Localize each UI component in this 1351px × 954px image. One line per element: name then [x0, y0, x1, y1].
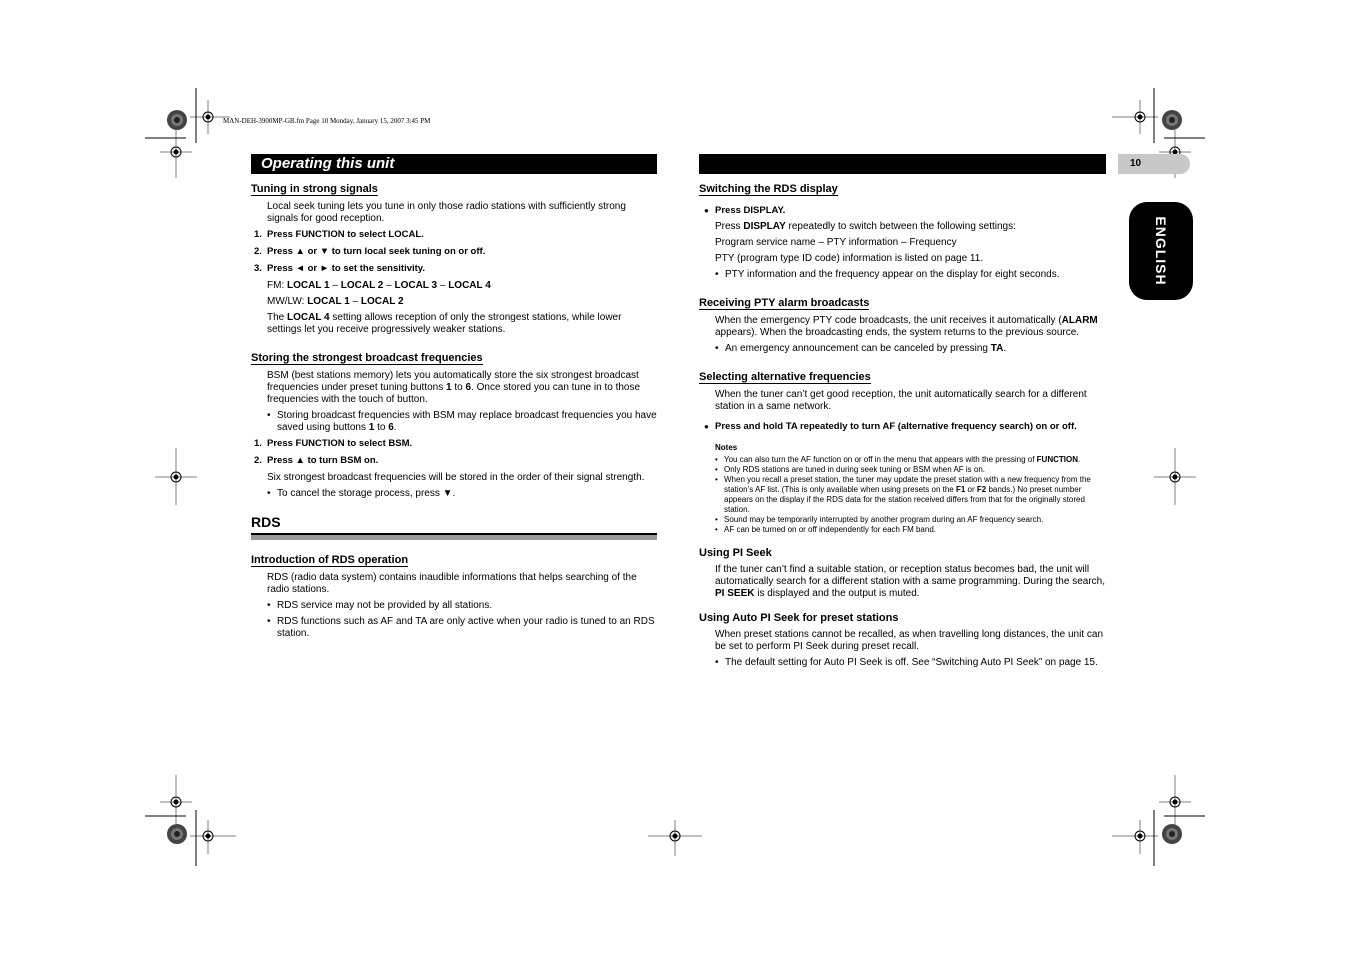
section-title: Operating this unit: [261, 155, 395, 172]
heading-pi-seek: Using PI Seek: [699, 547, 772, 559]
bsm-after: Six strongest broadcast frequencies will be stored in the order of their signal strength.: [267, 472, 645, 483]
file-info-line: MAN-DEH-3900MP-GB.fm Page 10 Monday, January 15, 2007 3:45 PM: [223, 117, 431, 125]
rds-intro: RDS (radio data system) contains inaudible informations that helps searching of the radio stations.: [267, 572, 637, 595]
local4-note: The LOCAL 4 setting allows reception of only the strongest stations, while lower settings let you receive progressively weaker stations.: [267, 312, 622, 335]
rds-bullet-2: • RDS functions such as AF and TA are only active when your radio is tuned to an RDS station.: [267, 616, 657, 640]
heading-rds-intro: Introduction of RDS operation: [251, 554, 409, 566]
heading-tuning: Tuning in strong signals: [251, 183, 378, 195]
rds-bullet-1: • RDS service may not be provided by all stations.: [267, 600, 657, 612]
display-p1: Press DISPLAY repeatedly to switch between the following settings:: [715, 221, 1016, 232]
bsm-bullet: • Storing broadcast frequencies with BSM may replace broadcast frequencies you have saved using buttons 1 to 6.: [267, 410, 657, 434]
display-p3: PTY (program type ID code) information is listed on page 11.: [715, 253, 984, 264]
heading-bsm: Storing the strongest broadcast frequencies: [251, 352, 483, 364]
language-label: ENGLISH: [1153, 216, 1169, 286]
heading-rds: RDS: [251, 514, 281, 530]
note-1: • You can also turn the AF function on or off in the menu that appears with the pressing of FUNCTION.: [715, 455, 1107, 465]
display-p2: Program service name – PTY information – Frequency: [715, 237, 957, 248]
note-2: • Only RDS stations are tuned in during seek tuning or BSM when AF is on.: [715, 465, 1107, 475]
section-title-bar: [251, 154, 657, 174]
note-4: • Sound may be temporarily interrupted by another program during an AF frequency search.: [715, 515, 1107, 525]
page-number: 10: [1130, 158, 1142, 169]
af-step: ● Press and hold TA repeatedly to turn AF (alternative frequency search) on or off.: [704, 421, 1107, 433]
notes-title: Notes: [715, 443, 738, 452]
heading-auto-pi-seek: Using Auto PI Seek for preset stations: [699, 612, 899, 624]
bsm-intro: BSM (best stations memory) lets you automatically store the six strongest broadcast frequencies under preset tuning buttons 1 to 6. Once stored you can tune in to those frequencies with the touch of button.: [267, 370, 641, 405]
autopi-bullet: • The default setting for Auto PI Seek is off. See “Switching Auto PI Seek” on page 15.: [715, 657, 1107, 669]
display-bullet: • PTY information and the frequency appear on the display for eight seconds.: [715, 269, 1107, 281]
heading-rds-display: Switching the RDS display: [699, 183, 838, 195]
tuning-step-2: 2. Press ▲ or ▼ to turn local seek tuning on or off.: [254, 246, 486, 257]
bsm-cancel: • To cancel the storage process, press ▼.: [267, 488, 657, 500]
heading-af: Selecting alternative frequencies: [699, 371, 871, 383]
note-3: • When you recall a preset station, the tuner may update the preset station with a new frequency from the station’s AF list. (This is only available when using presets on the F1 or F2 bands.) No preset number appears on the display if the RDS data for the station received differs from that for the originally stored station.: [715, 475, 1107, 515]
autopi-p: When preset stations cannot be recalled, as when travelling long distances, the unit can be set to perform PI Seek during preset recall.: [715, 629, 1104, 652]
page-number-tab: [1118, 154, 1190, 174]
left-column: [251, 183, 657, 644]
right-column: [699, 183, 1107, 673]
pi-p: If the tuner can’t find a suitable station, or reception status becomes bad, the unit will automatically search for a different station with a same programming. During the search, PI SEEK is displayed and the output is muted.: [715, 564, 1105, 599]
note-5: • AF can be turned on or off independently for each FM band.: [715, 525, 1107, 535]
pty-p: When the emergency PTY code broadcasts, the unit receives it automatically (ALARM appears). When the broadcasting ends, the system returns to the previous source.: [715, 315, 1098, 338]
heading-pty: Receiving PTY alarm broadcasts: [699, 297, 870, 309]
tuning-step-1: 1. Press FUNCTION to select LOCAL.: [254, 229, 424, 240]
bsm-step-2: 2. Press ▲ to turn BSM on.: [254, 455, 379, 466]
mw-sensitivity-values: MW/LW: LOCAL 1 – LOCAL 2: [267, 296, 404, 307]
tuning-intro: Local seek tuning lets you tune in only those radio stations with sufficiently strong signals for good reception.: [267, 201, 626, 224]
language-tab: [1129, 202, 1193, 300]
af-p: When the tuner can’t get good reception, the unit automatically search for a different station in a same network.: [715, 389, 1087, 412]
pty-bullet: • An emergency announcement can be canceled by pressing TA.: [715, 343, 1107, 355]
right-title-bar: [699, 154, 1106, 174]
rds-rule: [251, 533, 657, 540]
fm-sensitivity-values: FM: LOCAL 1 – LOCAL 2 – LOCAL 3 – LOCAL 4: [267, 280, 491, 291]
display-step: ● Press DISPLAY.: [704, 205, 1107, 217]
bsm-step-1: 1. Press FUNCTION to select BSM.: [254, 438, 413, 449]
tuning-step-3: 3. Press ◄ or ► to set the sensitivity.: [254, 263, 426, 274]
